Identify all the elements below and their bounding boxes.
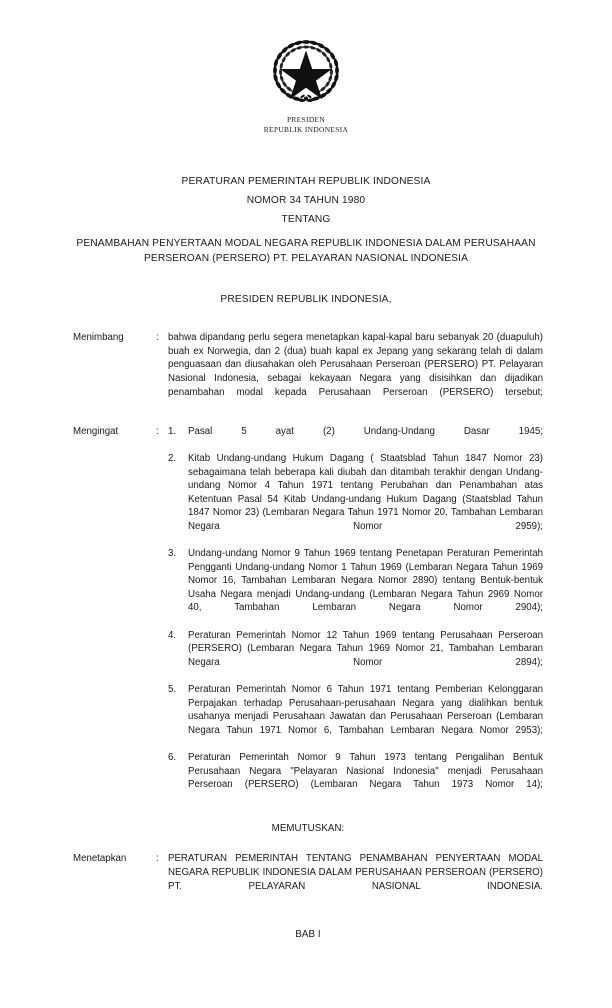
list-item — [168, 452, 543, 547]
presidential-seal-icon — [258, 36, 354, 112]
establishing-text: PERATURAN PEMERINTAH TENTANG PENAMBAHAN PENYERTAAN MODAL NEGARA REPUBLIK INDONESIA DALAM PERUSAHAAN PERSEROAN (PERSERO) PT. PELAYARAN NASIONAL INDONESIA. — [168, 853, 543, 892]
considering-label: Menimbang — [73, 332, 124, 344]
issuing-authority: PRESIDEN REPUBLIK INDONESIA, — [220, 294, 392, 306]
list-item-text: Undang-undang Nomor 9 Tahun 1969 tentang Penetapan Peraturan Pemerintah Pengganti Undang-undang Nomor 1 Tahun 1969 (Lembaran Negara Tahun 1969 Nomor 16, Tambahan Lembaran Negara Nomor 2890) tentang Bentuk-bentuk Usaha Negara menjadi Undang-undang (Lembaran Negara Tahun 2969 Nomor 40, Tambahan Lembaran Negara Nomor 2904); — [188, 548, 543, 614]
list-item-number: 5. — [168, 684, 177, 696]
document-title-block — [0, 172, 612, 266]
list-item — [168, 751, 543, 805]
considering-row — [73, 331, 543, 413]
list-item-text: Pasal 5 ayat (2) Undang-Undang Dasar 1945; — [188, 425, 543, 437]
recalling-content — [168, 425, 543, 806]
emblem-caption — [0, 115, 612, 134]
list-item — [168, 683, 543, 751]
emblem-caption-line1: PRESIDEN — [286, 115, 326, 124]
list-item — [168, 547, 543, 629]
emblem-block — [0, 0, 612, 134]
title-line-regulation: PERATURAN PEMERINTAH REPUBLIK INDONESIA — [181, 176, 431, 188]
title-line-number: NOMOR 34 TAHUN 1980 — [246, 195, 366, 207]
considering-text: bahwa dipandang perlu segera menetapkan kapal-kapal baru sebanyak 20 (duapuluh) buah ex Norwegia, dan 2 (dua) buah kapal ex Jepang yang sekarang telah di dalam penguasaan dan diusahakan oleh Perusahaan Perseroan (PERSERO) PT. Pelayaran Nasional Indonesia, sebagai kekayaan Negara yang disisihkan dan dijadikan penambahan modal kepada Perusahaan Perseroan (PERSERO) tersebut; — [168, 332, 543, 398]
title-line-about: TENTANG — [281, 214, 331, 226]
establishing-label: Menetapkan — [73, 853, 127, 865]
considering-content — [168, 331, 543, 413]
establishing-colon: : — [156, 853, 159, 865]
list-item-number: 3. — [168, 548, 177, 560]
recalling-label: Mengingat — [73, 425, 119, 437]
recalling-colon: : — [156, 425, 159, 437]
considering-colon: : — [156, 332, 159, 344]
chapter-heading: BAB I — [295, 928, 321, 940]
establishing-content — [168, 852, 543, 906]
title-subject: PENAMBAHAN PENYERTAAN MODAL NEGARA REPUBLIK INDONESIA DALAM PERUSAHAAN PERSEROAN (PERSERO) PT. PELAYARAN NASIONAL INDONESIA — [76, 238, 536, 264]
list-item-number: 2. — [168, 452, 177, 464]
list-item-text: Peraturan Pemerintah Nomor 9 Tahun 1973 tentang Pengalihan Bentuk Perusahaan Negara "Pelayaran Nasional Indonesia" menjadi Perusahaan Perseroan (PERSERO) (Lembaran Negara Tahun 1973 Nomor 14); — [188, 752, 543, 791]
establishing-row — [73, 852, 543, 906]
list-item-text: Peraturan Pemerintah Nomor 6 Tahun 1971 tentang Pemberian Kelonggaran Perpajakan terhadap Perusahaan-perusahaan Negara yang dialihkan bentuk usahanya menjadi Perusahaan Jawatan dan Perusahaan Perseroan (Lembaran Negara Tahun 1971 Nomor 6, Tambahan Lembaran Negara Nomor 2953); — [188, 684, 543, 736]
list-item — [168, 629, 543, 683]
decides-heading: MEMUTUSKAN: — [271, 823, 345, 835]
list-item-number: 4. — [168, 629, 177, 641]
recalling-row — [73, 425, 543, 806]
list-item-text: Kitab Undang-undang Hukum Dagang ( Staatsblad Tahun 1847 Nomor 23) sebagaimana telah beberapa kali diubah dan ditambah terakhir dengan Undang-undang Nomor 4 Tahun 1971 tentang Perubahan dan Penambahan atas Ketentuan Pasal 54 Kitab Undang-undang Hukum Dagang (Staatsblad Tahun 1847 Nomor 23) (Lembaran Negara Tahun 1971 Nomor 20, Tambahan Lembaran Negara Nomor 2959); — [188, 452, 543, 532]
emblem-caption-line2: REPUBLIK INDONESIA — [263, 124, 349, 134]
recalling-list — [168, 425, 543, 806]
list-item-number: 6. — [168, 752, 177, 763]
list-item-text: Peraturan Pemerintah Nomor 12 Tahun 1969 tentang Perusahaan Perseroan (PERSERO) (Lembaran Negara Tahun 1969 Nomor 21, Tambahan Lembaran Negara Nomor 2894); — [188, 629, 543, 668]
document-body — [0, 331, 612, 940]
list-item-number: 1. — [168, 425, 177, 437]
list-item — [168, 425, 543, 452]
